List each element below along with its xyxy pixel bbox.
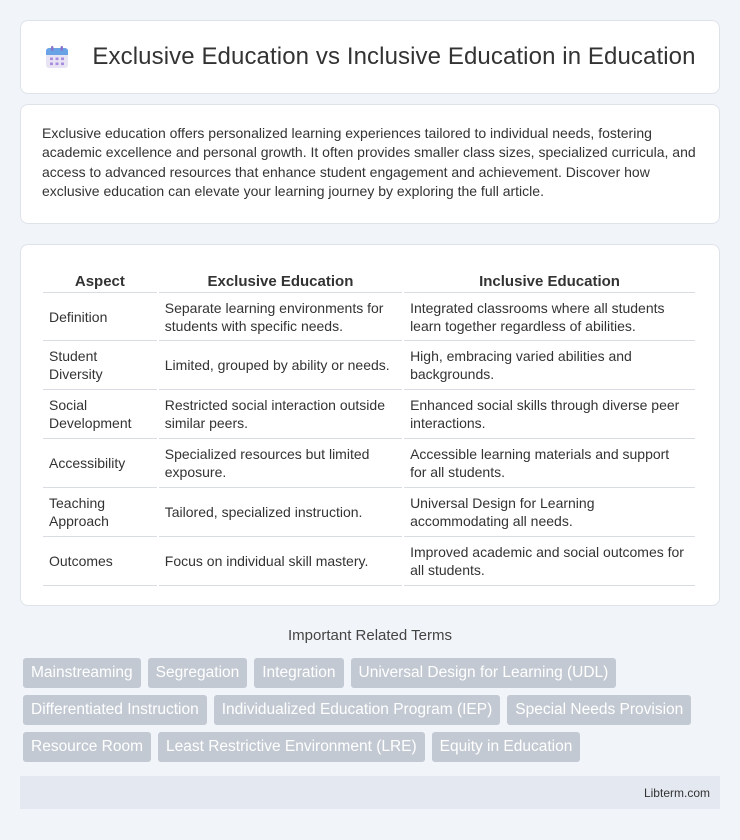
column-header-aspect: Aspect bbox=[74, 273, 125, 290]
related-terms-list bbox=[23, 658, 723, 762]
intro-paragraph: Exclusive education offers personalized learning experiences tailored to individual needs, fostering academic excellence and personal growth. It often provides smaller class sizes, specialized curricula, and access to advanced resources that enhance student engagement and achievement. Discover how exclusive education can elevate your learning journey by exploring the full article. bbox=[42, 125, 696, 200]
comparison-card bbox=[20, 244, 720, 606]
table-header-row bbox=[43, 263, 695, 292]
table-row bbox=[43, 439, 695, 488]
related-term-tag[interactable]: Least Restrictive Environment (LRE) bbox=[158, 732, 425, 762]
related-term-tag[interactable]: Universal Design for Learning (UDL) bbox=[351, 658, 617, 688]
aspect-cell: Definition bbox=[43, 292, 157, 341]
related-term-tag[interactable]: Segregation bbox=[148, 658, 248, 688]
table-row bbox=[43, 341, 695, 390]
aspect-cell: Outcomes bbox=[43, 537, 157, 586]
exclusive-cell: Focus on individual skill mastery. bbox=[159, 537, 402, 586]
exclusive-cell: Specialized resources but limited exposure. bbox=[159, 439, 402, 488]
table-row bbox=[43, 537, 695, 586]
inclusive-cell: Improved academic and social outcomes for all students. bbox=[404, 537, 695, 586]
column-header-exclusive: Exclusive Education bbox=[207, 273, 354, 290]
related-term-tag[interactable]: Equity in Education bbox=[432, 732, 581, 762]
column-header-inclusive: Inclusive Education bbox=[479, 273, 620, 290]
table-row bbox=[43, 488, 695, 537]
inclusive-cell: Universal Design for Learning accommodating all needs. bbox=[404, 488, 695, 537]
footer-site-link[interactable]: Libterm.com bbox=[643, 786, 710, 800]
exclusive-cell: Tailored, specialized instruction. bbox=[159, 488, 402, 537]
inclusive-cell: High, embracing varied abilities and backgrounds. bbox=[404, 341, 695, 390]
exclusive-cell: Restricted social interaction outside similar peers. bbox=[159, 390, 402, 439]
header bbox=[44, 43, 695, 71]
related-term-tag[interactable]: Mainstreaming bbox=[23, 658, 141, 688]
aspect-cell: Social Development bbox=[43, 390, 157, 439]
table-row bbox=[43, 390, 695, 439]
related-term-tag[interactable]: Individualized Education Program (IEP) bbox=[214, 695, 501, 725]
aspect-cell: Teaching Approach bbox=[43, 488, 157, 537]
comparison-table bbox=[41, 263, 697, 586]
intro-card bbox=[20, 104, 720, 224]
related-term-tag[interactable]: Resource Room bbox=[23, 732, 151, 762]
related-term-tag[interactable]: Differentiated Instruction bbox=[23, 695, 207, 725]
inclusive-cell: Integrated classrooms where all students learn together regardless of abilities. bbox=[404, 292, 695, 341]
page-title: Exclusive Education vs Inclusive Education in Education bbox=[92, 43, 696, 70]
table-row bbox=[43, 292, 695, 341]
calendar-icon bbox=[44, 44, 70, 70]
exclusive-cell: Separate learning environments for students with specific needs. bbox=[159, 292, 402, 341]
header-card bbox=[20, 20, 720, 94]
footer bbox=[20, 776, 720, 809]
related-term-tag[interactable]: Integration bbox=[254, 658, 343, 688]
exclusive-cell: Limited, grouped by ability or needs. bbox=[159, 341, 402, 390]
inclusive-cell: Accessible learning materials and support for all students. bbox=[404, 439, 695, 488]
related-terms-title: Important Related Terms bbox=[288, 627, 452, 644]
aspect-cell: Accessibility bbox=[43, 439, 157, 488]
related-term-tag[interactable]: Special Needs Provision bbox=[507, 695, 691, 725]
inclusive-cell: Enhanced social skills through diverse peer interactions. bbox=[404, 390, 695, 439]
aspect-cell: Student Diversity bbox=[43, 341, 157, 390]
